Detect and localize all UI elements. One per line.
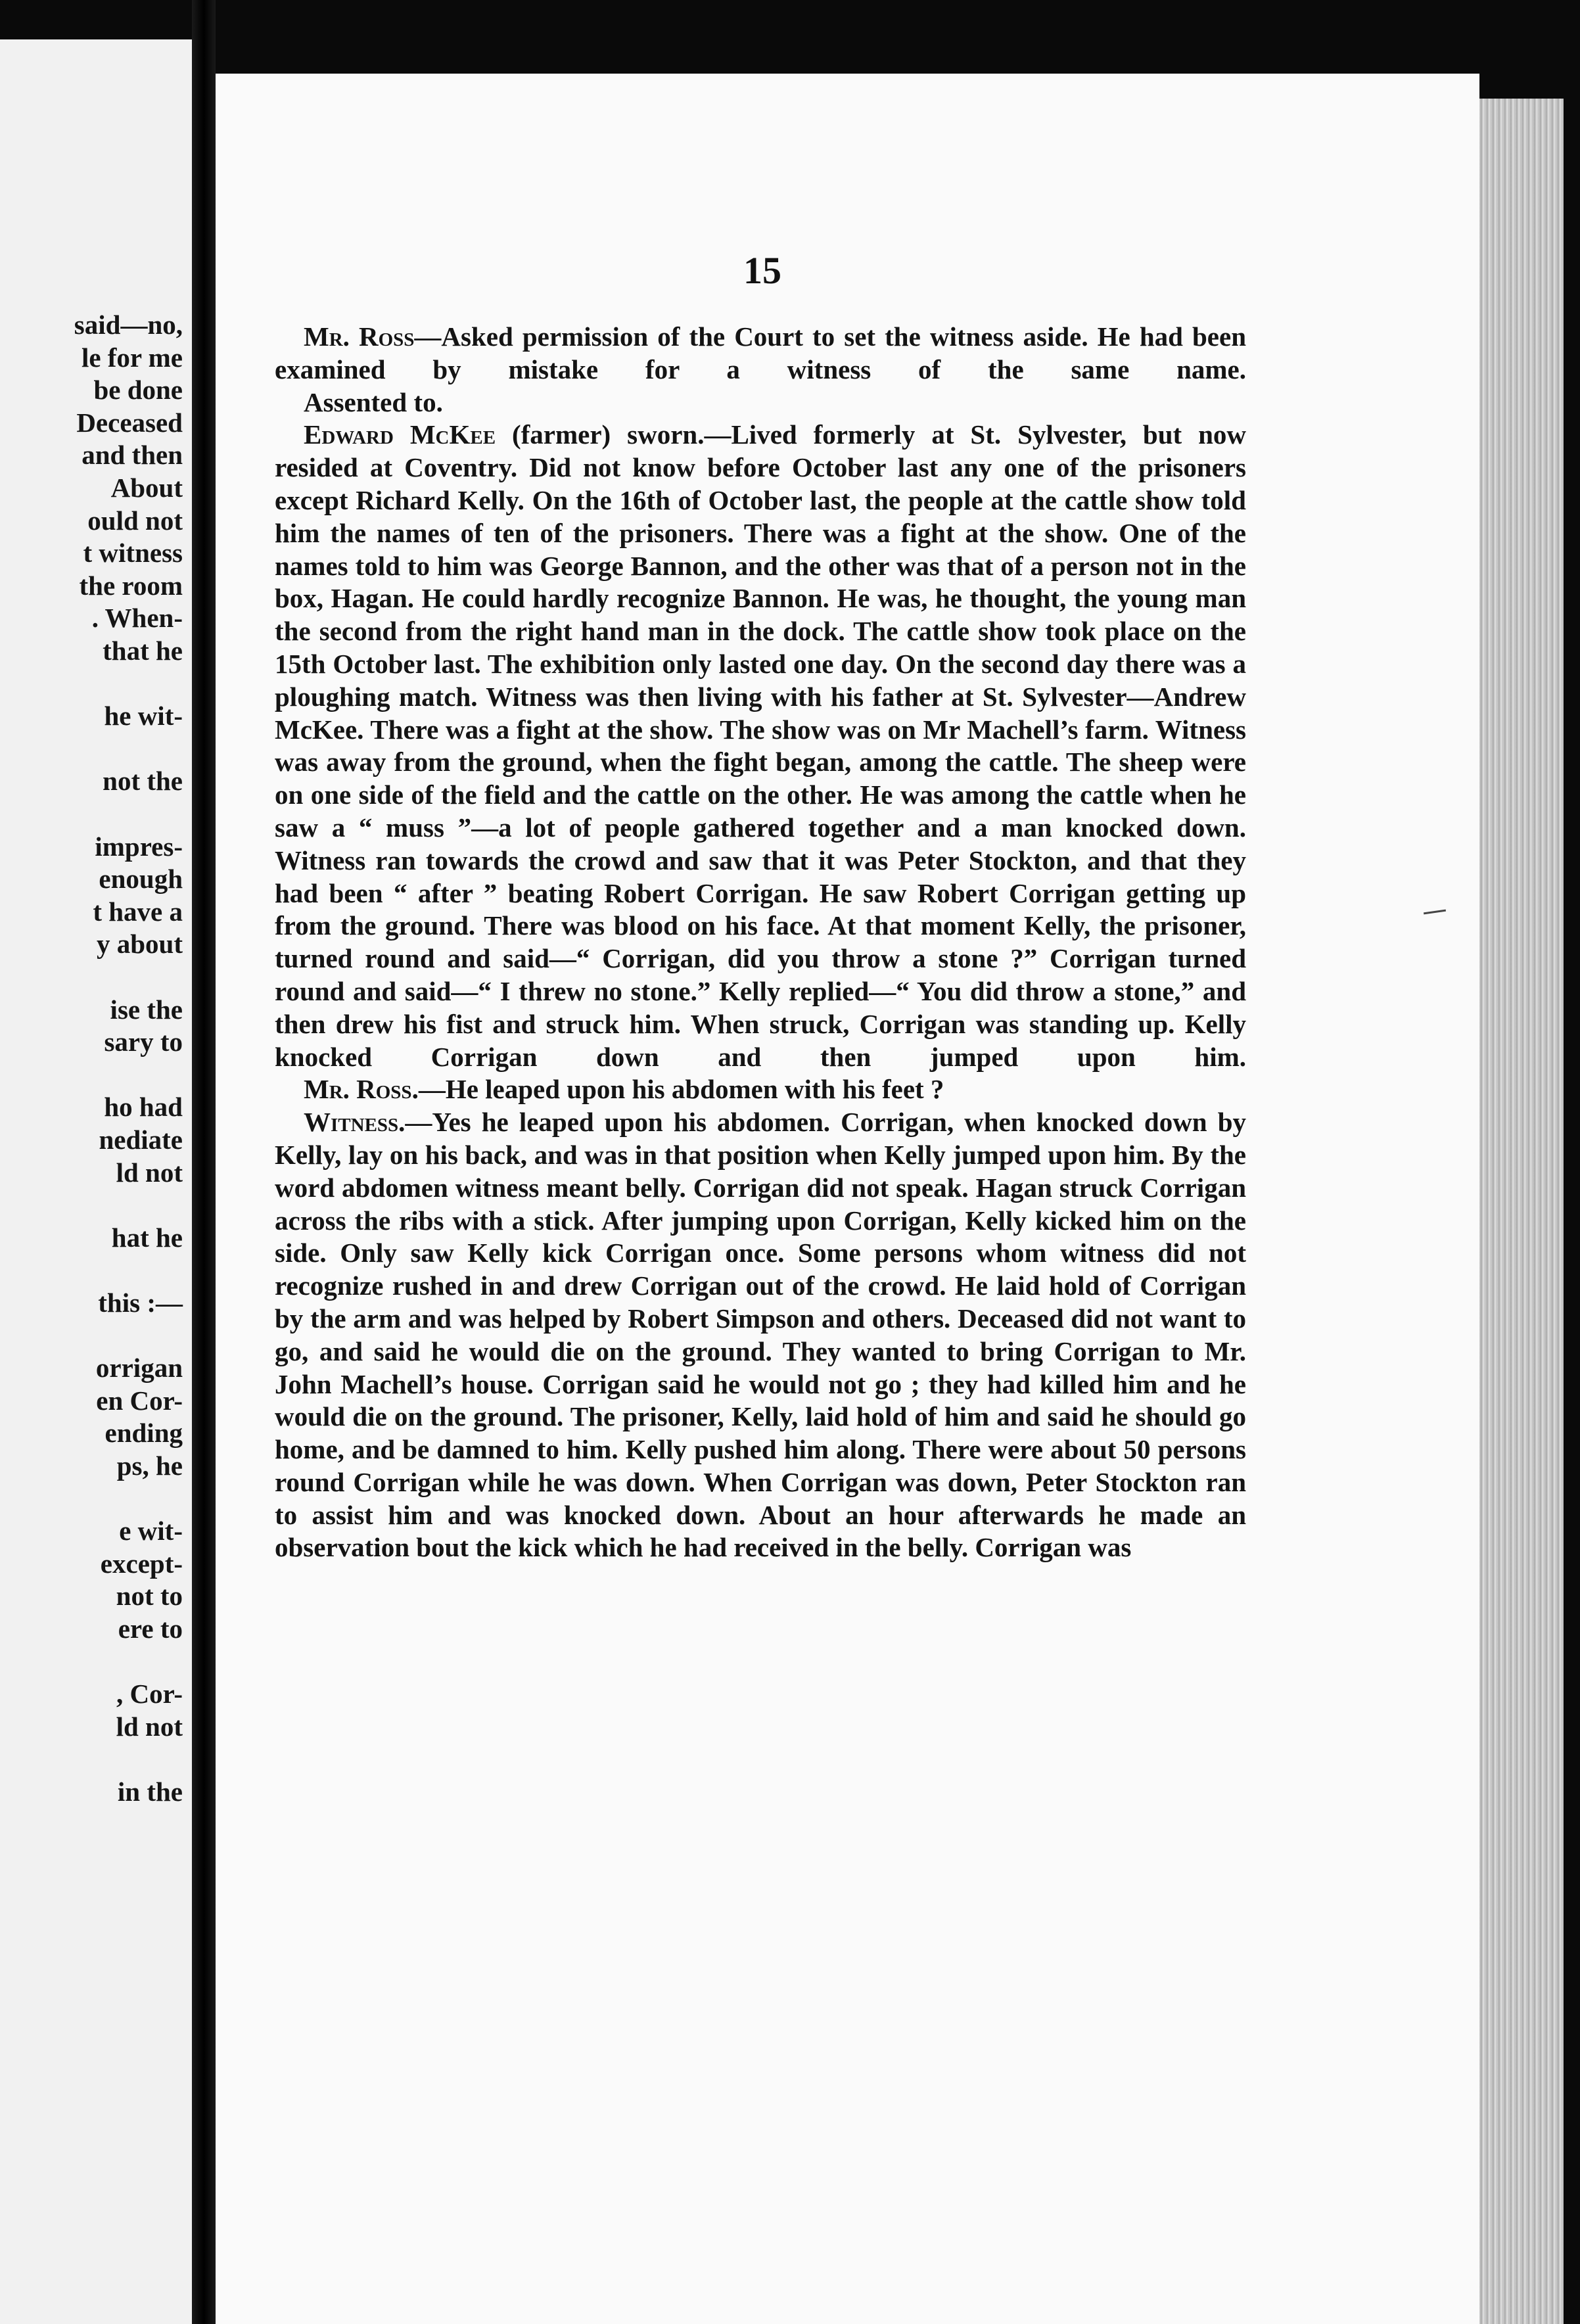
body-text bbox=[275, 321, 1246, 1564]
speaker: Witness. bbox=[304, 1107, 406, 1138]
left-facing-page bbox=[0, 39, 192, 2324]
left-page-line: impres- bbox=[95, 831, 183, 862]
left-page-line: ere to bbox=[118, 1614, 183, 1644]
left-page-line: in the bbox=[117, 1777, 183, 1807]
left-page-line: . When- bbox=[91, 603, 183, 634]
left-page-line: enough bbox=[99, 864, 183, 895]
left-page-line: ld not bbox=[116, 1711, 183, 1742]
paragraph-mckee-testimony bbox=[275, 419, 1246, 1073]
paragraph-text: —Asked permission of the Court to set the witness aside. He had been examined by mistake for a witness of the same name. bbox=[275, 321, 1246, 384]
speaker: Mr. Ross. bbox=[304, 1074, 419, 1105]
paragraph-text: (farmer) sworn.—Lived formerly at St. Sylvester, but now resided at Coventry. Did not know before October last any one of the prisoners except Richard Kelly. On the 16th of October last, the people at the cattle show told him the names of ten of the prisoners. There was a fight at the show. One of the names told to him was George Bannon, and the other was that of a person not in the box, Hagan. He could hardly recognize Bannon. He was, he thought, the young man the second from the right hand man in the dock. The cattle show took place on the 15th October last. The exhibition only lasted one day. On the second day there was a ploughing match. Witness was then living with his father at St. Sylvester—Andrew McKee. There was a fight at the show. The show was on Mr Machell’s farm. Witness was away from the ground, when the fight began, among the cattle. The sheep were on one side of the field and the cattle on the other. He was among the cattle when he saw a “ muss ”—a lot of people gathered together and a man knocked down. Witness ran towards the crowd and saw that it was Peter Stockton, and that they had been “ after ” beating Robert Corrigan. He saw Robert Corrigan getting up from the ground. There was blood on his face. At that moment Kelly, the prisoner, turned round and said—“ Corrigan, did you throw a stone ?” Corrigan turned round and said—“ I threw no stone.” Kelly replied—“ You did throw a stone,” and then drew his fist and struck him. When struck, Corrigan was standing up. Kelly knocked Corrigan down and then jumped upon him. bbox=[275, 419, 1246, 1072]
left-page-line: be done bbox=[93, 375, 183, 406]
left-page-line: en Cor- bbox=[96, 1385, 183, 1416]
left-page-line: t witness bbox=[83, 538, 183, 569]
book-gutter bbox=[192, 0, 216, 2324]
paragraph-text: —He leaped upon his abdomen with his feet ? bbox=[418, 1074, 944, 1105]
left-page-line: ho had bbox=[104, 1092, 183, 1123]
left-page-line: , Cor- bbox=[116, 1679, 183, 1709]
paragraph-text: Assented to. bbox=[304, 386, 443, 417]
paragraph-ross-request bbox=[275, 321, 1246, 386]
paragraph-witness-answer bbox=[275, 1106, 1246, 1564]
left-page-line: e wit- bbox=[119, 1516, 183, 1546]
left-page-line: t have a bbox=[93, 896, 183, 927]
left-page-line: Deceased bbox=[76, 407, 183, 438]
left-page-line: About bbox=[110, 473, 183, 503]
left-page-line: he wit- bbox=[104, 701, 183, 732]
page-edge-stack bbox=[1479, 99, 1564, 2324]
speaker: Mr. Ross bbox=[304, 321, 415, 352]
left-page-line: le for me bbox=[81, 342, 183, 373]
left-page-line: ending bbox=[105, 1418, 183, 1449]
left-page-line: hat he bbox=[111, 1222, 183, 1253]
left-page-line: and then bbox=[81, 440, 183, 471]
left-page-line: this :— bbox=[98, 1288, 183, 1318]
left-page-line: not the bbox=[103, 766, 183, 797]
left-page-line: the room bbox=[79, 570, 183, 601]
left-page-line: ise the bbox=[110, 994, 183, 1025]
left-page-line: except- bbox=[100, 1548, 183, 1579]
page-number: 15 bbox=[743, 249, 781, 292]
speaker: Edward McKee bbox=[304, 419, 496, 450]
left-page-line: orrigan bbox=[95, 1353, 183, 1383]
left-page-line: ould not bbox=[87, 505, 183, 536]
left-page-line: nediate bbox=[99, 1125, 183, 1155]
left-page-line: ld not bbox=[116, 1157, 183, 1188]
left-page-line: that he bbox=[103, 636, 183, 666]
left-page-line: said—no, bbox=[74, 310, 183, 340]
left-page-line: y about bbox=[96, 929, 183, 960]
left-page-line: sary to bbox=[104, 1027, 183, 1057]
left-page-line: ps, he bbox=[116, 1451, 183, 1481]
paragraph-text: —Yes he leaped upon his abdomen. Corrigan, when knocked down by Kelly, lay on his back, and was in that position when Kelly jumped upon him. By the word abdomen witness meant belly. Corrigan did not speak. Hagan struck Corrigan across the ribs with a stick. After jumping upon Corrigan, Kelly kicked him on the side. Only saw Kelly kick Corrigan once. Some persons whom witness did not recognize rushed in and drew Corrigan out of the crowd. He laid hold of Corrigan by the arm and was helped by Robert Simpson and others. Deceased did not want to go, and said he would die on the ground. They wanted to bring Corrigan to Mr. John Machell’s house. Corrigan said he would not go ; they had killed him and he would die on the ground. The prisoner, Kelly, laid hold of him and said he should go home, and be damned to him. Kelly pushed him along. There were about 50 persons round Corrigan while he was down. When Corrigan was down, Peter Stockton ran to assist him and was knocked down. About an hour afterwards he made an observation bout the kick which he had received in the belly. Corrigan was bbox=[275, 1107, 1246, 1563]
paragraph-assented bbox=[275, 386, 1246, 419]
left-page-line: not to bbox=[116, 1581, 183, 1612]
paragraph-ross-question bbox=[275, 1073, 1246, 1106]
